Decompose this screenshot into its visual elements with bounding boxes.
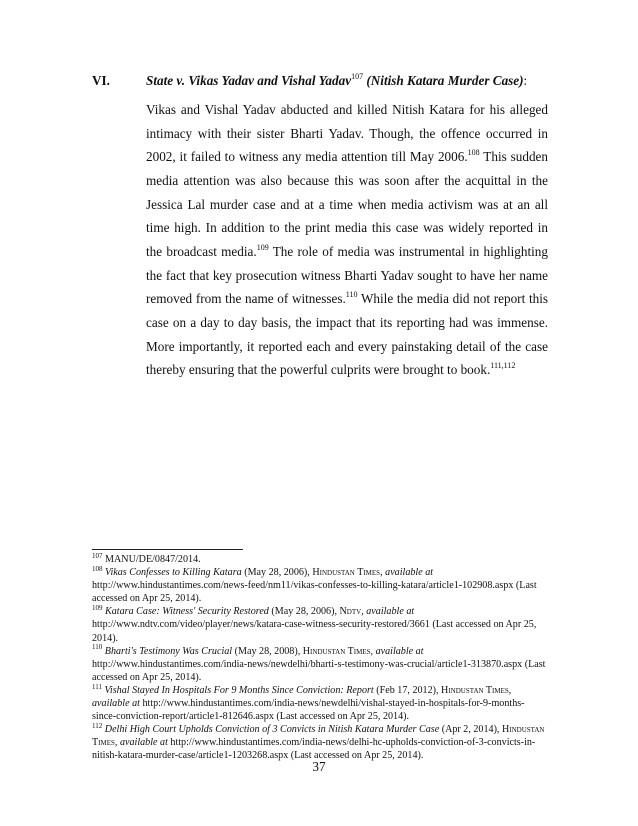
footnote-110 [92,645,547,684]
footnote-text: http://www.ndtv.com/video/player/news/katara-case-witness-security-restored/3661 (Last accessed on Apr 25, 2014). [92,619,537,644]
footnote-date: (Feb 17, 2012), [373,684,442,696]
section-title-colon: : [523,73,528,88]
footnote-source: Ndtv [339,606,362,618]
footnote-number: 108 [92,564,103,573]
footnote-date: (May 28, 2008), [232,645,303,657]
body-sentence: While the media did not report this case on a day to day basis, the impact that its reporting had was immense. More importantly, it reported each and every painstaking detail of the case thereby ensuring that the powerful culprits were brought to book. [146,291,548,378]
section-title-case: (Nitish Katara Murder Case) [363,73,524,88]
footnote-title: Delhi High Court Upholds Conviction of 3 Convicts in Nitish Katara Murder Case [104,724,440,736]
footnote-ref-109: 109 [256,242,269,252]
footnote-text: MANU/DE/0847/2014. [102,554,201,565]
footnote-separator [92,549,243,550]
footnote-title: Vishal Stayed In Hospitals For 9 Months Since Conviction: Report [104,684,374,696]
page-number: 37 [312,759,326,774]
body-sentence: The role of media was instrumental in highlighting the fact that key prosecution witness Bharti Yadav sought to have her name removed from the name of witnesses. [146,243,548,307]
footnote-available: , available at [92,684,512,710]
footnote-number: 111 [92,682,102,691]
footnote-date: (Apr 2, 2014), [439,724,502,736]
footnote-107 [92,553,547,566]
footnote-number: 110 [92,643,103,652]
footnote-ref-111-112: 111,112 [490,360,516,370]
footnote-text: http://www.hindustantimes.com/india-news/delhi-hc-upholds-conviction-of-3-convicts-in-nitish-katara-murder-case/article1-1203268.aspx (Last accessed on Apr 25, 2014). [92,737,536,762]
footnote-text: http://www.hindustantimes.com/india-news/newdelhi/bharti-s-testimony-was-crucial/article1-313870.aspx (Last accessed on Apr 25, 2014). [92,658,546,683]
footnote-109 [92,605,547,644]
footnote-title: Vikas Confesses to Killing Katara [105,567,242,579]
footnote-number: 112 [92,721,103,730]
footnote-111 [92,684,547,723]
footnote-date: (May 28, 2006), [268,606,340,618]
footnote-title: Katara Case: Witness' Security Restored [105,606,269,618]
section-title [146,72,527,90]
footnote-ref-110: 110 [345,289,358,299]
footnote-source: Hindustan Times [92,724,545,749]
footnote-available: , available at [380,567,434,579]
footnote-ref-108: 108 [467,147,480,157]
footnote-source: Hindustan Times [312,567,381,579]
footnote-number: 107 [92,551,103,560]
section-number: VI. [92,73,110,88]
section-title-footnote-ref: 107 [351,71,364,81]
footnote-available: , available at [361,606,415,618]
body-sentence: This sudden media attention was also because this was soon after the acquittal in the Jessica Lal murder case and at a time when media activism was at an all time high. In addition to the print media this case was widely reported in the broadcast media. [146,149,548,259]
body-sentence: Vikas and Vishal Yadav abducted and killed Nitish Katara for his alleged intimacy with their sister Bharti Yadav. Though, the offence occurred in 2002, it failed to witness any media attention till May 2006. [146,102,548,165]
footnote-available: , available at [114,737,168,749]
footnote-available: , available at [370,645,424,657]
footnote-number: 109 [92,604,103,613]
footnote-text: http://www.hindustantimes.com/news-feed/nm11/vikas-confesses-to-killing-katara/article1-102908.aspx (Last accessed on Apr 25, 2014). [92,580,537,605]
footnote-112 [92,723,547,762]
footnote-title: Bharti's Testimony Was Crucial [104,645,233,657]
body-paragraph [146,98,548,382]
footnote-108 [92,566,547,605]
footnote-source: Hindustan Times [441,684,509,696]
footnote-source: Hindustan Times [302,645,371,657]
section-title-text: State v. Vikas Yadav and Vishal Yadav [146,73,352,88]
footnotes [92,553,547,763]
footnote-date: (May 28, 2006), [241,567,313,579]
footnote-text: http://www.hindustantimes.com/india-news/newdelhi/vishal-stayed-in-hospitals-for-9-months-since-conviction-report/article1-812646.aspx (Last accessed on Apr 25, 2014). [92,698,525,723]
